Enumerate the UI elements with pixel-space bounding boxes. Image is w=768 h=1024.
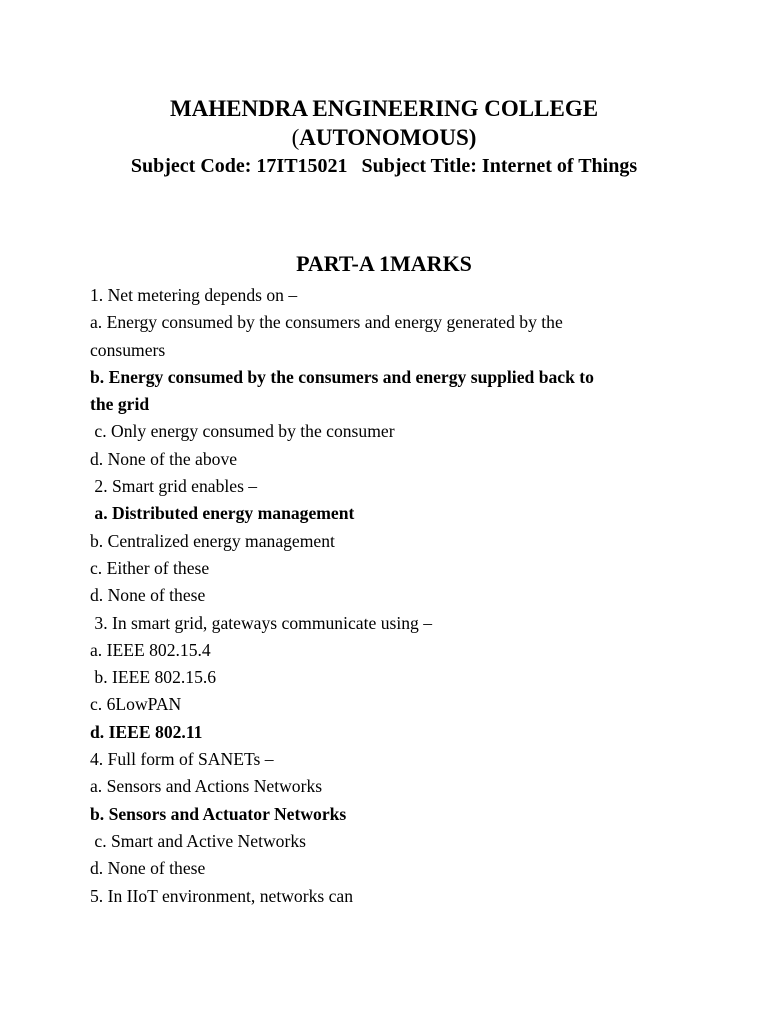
autonomous-label [0,124,768,152]
subject-line [0,153,768,179]
text-line: c. Either of these [90,557,210,578]
college-name: MAHENDRA ENGINEERING COLLEGE [169,96,599,121]
text-line: c. Smart and Active Networks [90,830,306,851]
answer-line: b. Energy consumed by the consumers and energy supplied back to [90,366,594,387]
text-line: a. IEEE 802.15.4 [90,639,211,660]
answer-line: the grid [90,394,150,415]
text-line: 4. Full form of SANETs – [90,749,274,770]
text-line: 3. In smart grid, gateways communicate using – [90,612,433,633]
text-line: b. IEEE 802.15.6 [90,667,217,688]
subject-title: Subject Title: Internet of Things [361,155,638,177]
text-line: c. Only energy consumed by the consumer [90,421,395,442]
answer-line: a. Distributed energy management [90,503,355,524]
text-line: consumers [90,339,166,360]
part-heading: PART-A 1MARKS [296,251,472,276]
text-line: c. 6LowPAN [90,694,182,715]
text-line: d. None of the above [90,448,238,469]
text-line: a. Sensors and Actions Networks [90,776,323,797]
autonomous-text: AUTONOMOUS) [299,125,477,150]
text-line: 2. Smart grid enables – [90,476,258,497]
text-line: d. None of these [90,585,206,606]
answer-line: d. IEEE 802.11 [90,721,203,742]
text-line: b. Centralized energy management [90,530,335,551]
text-line: a. Energy consumed by the consumers and energy generated by the [90,312,563,333]
autonomous-open-paren: ( [291,125,300,150]
answer-line: b. Sensors and Actuator Networks [90,803,347,824]
question-list [90,282,690,910]
subject-code: Subject Code: 17IT15021 [130,155,348,177]
text-line: 1. Net metering depends on – [90,285,298,305]
text-line: 5. In IIoT environment, networks can [90,885,354,906]
text-line: d. None of these [90,858,206,879]
